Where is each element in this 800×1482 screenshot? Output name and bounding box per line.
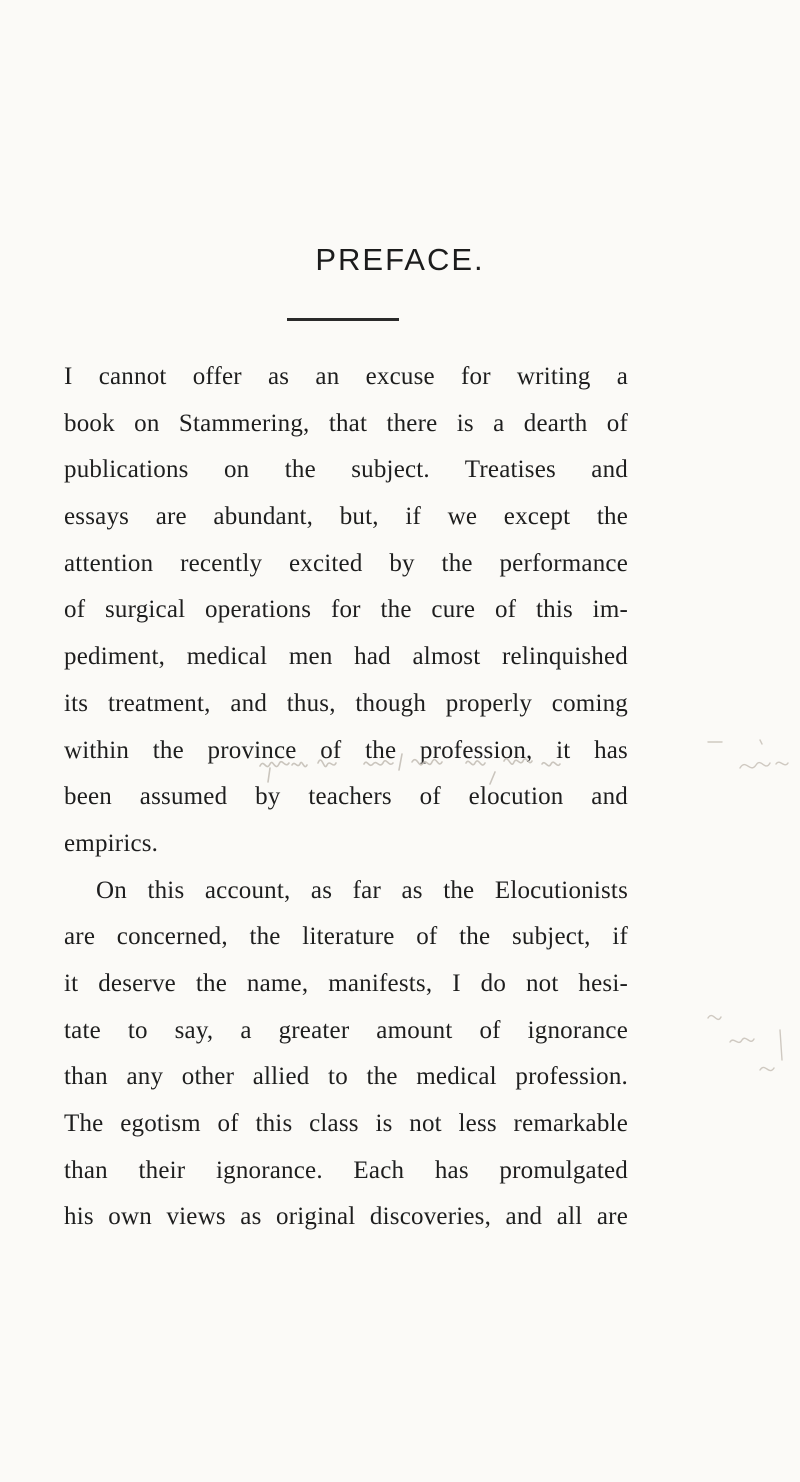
page-title: PREFACE. — [315, 242, 485, 277]
text-line: of surgical operations for the cure of this im- — [64, 596, 628, 624]
margin-mark — [690, 990, 800, 1100]
text-line: its treatment, and thus, though properly coming — [64, 689, 628, 717]
text-line: essays are abundant, but, if we except the — [64, 503, 628, 531]
text-line: attention recently excited by the performance — [64, 549, 628, 577]
text-line: within the province of the profession, it has — [64, 736, 628, 764]
text-line: On this account, as far as the Elocutionists — [96, 876, 628, 904]
text-line: than any other allied to the medical profession. — [64, 1063, 628, 1091]
text-line: book on Stammering, that there is a dearth of — [64, 409, 628, 437]
preface-text — [64, 354, 628, 1241]
text-line: his own views as original discoveries, and all are — [64, 1203, 628, 1231]
title-rule — [287, 318, 399, 321]
margin-mark — [700, 720, 800, 810]
text-line: pediment, medical men had almost relinquished — [64, 643, 628, 671]
text-line: it deserve the name, manifests, I do not hesi- — [64, 969, 628, 997]
text-line: are concerned, the literature of the subject, if — [64, 923, 628, 951]
text-line: empirics. — [64, 829, 159, 857]
handwritten-annotation — [252, 746, 602, 786]
text-line: than their ignorance. Each has promulgated — [64, 1156, 628, 1184]
text-line: I cannot offer as an excuse for writing a — [64, 363, 628, 390]
text-line: The egotism of this class is not less remarkable — [64, 1110, 628, 1137]
text-line: tate to say, a greater amount of ignorance — [64, 1016, 628, 1044]
text-line: been assumed by teachers of elocution and — [64, 783, 628, 811]
text-line: publications on the subject. Treatises and — [64, 456, 628, 484]
